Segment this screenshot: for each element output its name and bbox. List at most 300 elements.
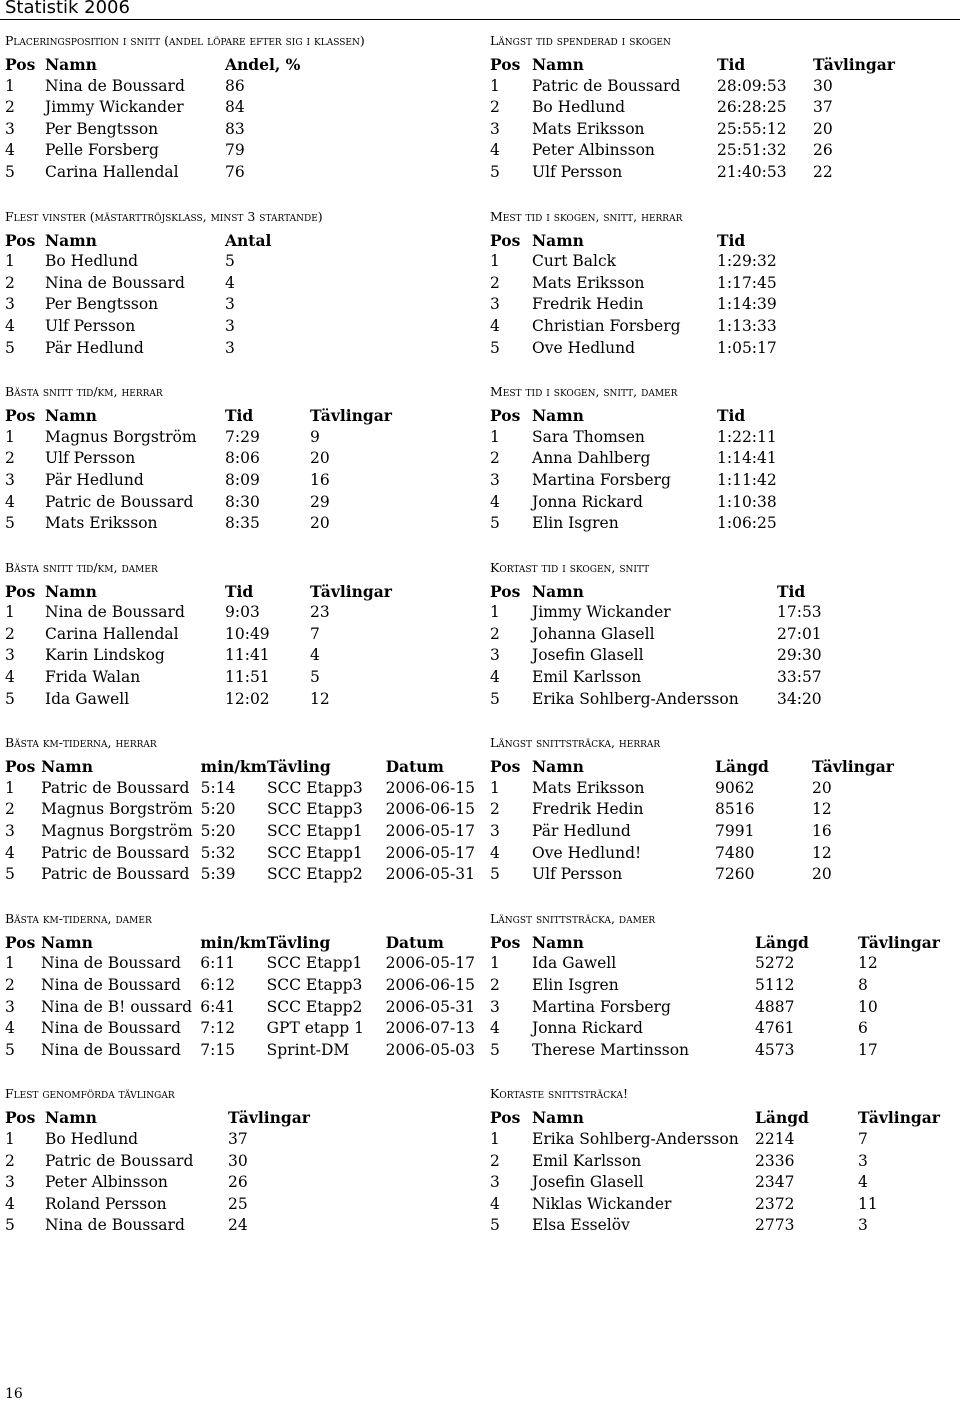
table-cell: 5 [310, 668, 320, 687]
section-title: Längst snittsträcka, herrar [490, 735, 661, 751]
page-title: Statistik 2006 [5, 0, 130, 18]
table-cell: 1:22:11 [717, 427, 777, 446]
column-header: Andel, % [225, 55, 301, 74]
column-header: Tid [225, 581, 254, 601]
column-header: Pos [490, 932, 521, 952]
table-cell: 16 [812, 822, 832, 841]
section-title: Mest tid i skogen, snitt, damer [490, 384, 678, 400]
stats-table [5, 405, 400, 535]
table-row [5, 76, 315, 98]
column-header: Tid [717, 55, 746, 74]
table-cell: 4 [5, 843, 15, 862]
table-cell: 7 [310, 624, 320, 643]
table-cell: 2336 [755, 1151, 795, 1170]
table-cell: Elin Isgren [532, 976, 619, 994]
table-cell: 2006-05-17 [385, 843, 475, 862]
table-cell: 20 [310, 449, 330, 468]
table-cell: 4573 [755, 1040, 795, 1059]
table-cell: 1 [5, 1129, 15, 1148]
table-cell: Magnus Borgström [45, 427, 197, 446]
stats-table [490, 1107, 948, 1237]
table-row [490, 645, 857, 667]
table-cell: 24 [228, 1216, 248, 1235]
table-cell: 4 [5, 1019, 15, 1038]
table-cell: 3 [5, 295, 15, 314]
table-row [5, 338, 315, 360]
column-header: Pos [490, 230, 521, 250]
table-cell: Peter Albinsson [45, 1173, 168, 1192]
table-cell: 7480 [715, 843, 755, 862]
column-header: Tid [225, 406, 254, 426]
stats-table [490, 230, 817, 360]
table-cell: 5 [490, 514, 500, 533]
table-cell: 20 [310, 514, 330, 533]
table-header-row [5, 230, 315, 252]
table-cell: 4 [5, 668, 15, 687]
table-cell: 3 [5, 646, 15, 665]
table-cell: 2006-06-15 [385, 800, 475, 819]
column-header: Antal [225, 230, 272, 250]
table-cell: 5 [5, 1216, 15, 1235]
table-row [5, 140, 315, 162]
table-cell: SCC Etapp1 [267, 843, 363, 862]
table-cell: 3 [490, 1173, 500, 1192]
table-row [5, 513, 400, 535]
section-title: Bästa km-tiderna, damer [5, 910, 152, 926]
table-row [5, 645, 400, 667]
table-cell: 25:55:12 [717, 119, 787, 138]
column-header: Pos [490, 757, 521, 777]
stats-table [5, 932, 475, 1062]
table-cell: 4 [858, 1173, 868, 1192]
table-cell: Ida Gawell [45, 689, 130, 708]
table-row [5, 492, 400, 514]
table-header-row [490, 230, 817, 252]
table-cell: Ulf Persson [532, 865, 623, 884]
table-cell: 5 [5, 689, 15, 708]
table-cell: 2 [5, 624, 15, 643]
column-header: Pos [5, 757, 36, 777]
table-cell: 37 [813, 98, 833, 117]
section-flest-genomf-rda-t-vlingar [5, 1083, 475, 1237]
column-header: Namn [45, 581, 97, 601]
table-cell: 5112 [755, 976, 795, 994]
table-row [490, 76, 895, 98]
table-cell: 30 [813, 76, 833, 95]
table-cell: 7:12 [200, 1019, 236, 1038]
table-cell: Fredrik Hedin [532, 800, 644, 819]
table-cell: 4 [490, 1019, 500, 1038]
table-row [5, 316, 315, 338]
table-header-row [5, 405, 400, 427]
section-placeringsposition-i-snitt-andel-l-pare-efter-sig-i-klassen [5, 30, 475, 184]
stats-table [490, 54, 895, 184]
table-cell: 8516 [715, 800, 755, 819]
table-cell: 9 [310, 427, 320, 446]
table-cell: Jimmy Wickander [45, 98, 184, 117]
column-header: Datum [385, 757, 444, 777]
table-cell: 1 [5, 252, 15, 271]
table-cell: 7:15 [200, 1040, 236, 1059]
table-cell: 5:20 [200, 822, 236, 841]
table-cell: 2 [490, 98, 500, 117]
section-kortaste-snittstr-cka [490, 1083, 955, 1237]
stats-table [490, 756, 902, 886]
table-row [5, 97, 315, 119]
table-row [490, 1129, 948, 1151]
table-cell: Patric de Boussard [41, 843, 190, 862]
table-cell: 1:14:39 [717, 295, 777, 314]
table-cell: 1 [5, 427, 15, 446]
right-column [490, 30, 955, 1259]
table-header-row [490, 581, 857, 603]
stats-table [5, 756, 475, 886]
table-cell: 2347 [755, 1173, 795, 1192]
table-header-row [5, 756, 475, 778]
left-column [5, 30, 475, 1259]
column-header: Namn [41, 757, 93, 777]
table-cell: 2 [490, 624, 500, 643]
table-cell: 5 [490, 1040, 500, 1059]
table-cell: Ida Gawell [532, 954, 617, 973]
table-cell: Ulf Persson [45, 316, 136, 335]
section-title: Kortast tid i skogen, snitt [490, 559, 650, 575]
table-cell: 7991 [715, 822, 755, 841]
section-title: Bästa km-tiderna, herrar [5, 735, 157, 751]
table-cell: Bo Hedlund [532, 98, 626, 117]
table-cell: Carina Hallendal [45, 162, 179, 181]
table-cell: 8:30 [225, 492, 260, 511]
table-cell: Niklas Wickander [532, 1194, 672, 1213]
section-title: Mest tid i skogen, snitt, herrar [490, 208, 683, 224]
table-cell: Nina de Boussard [41, 954, 181, 973]
column-header: Pos [490, 1108, 521, 1128]
column-header: Namn [532, 406, 584, 426]
table-cell: 3 [225, 295, 235, 314]
table-cell: 26 [813, 141, 833, 160]
table-row [490, 953, 948, 975]
table-cell: Patric de Boussard [41, 865, 190, 884]
table-cell: 5 [490, 865, 500, 884]
section-b-sta-km-tiderna-herrar [5, 732, 475, 886]
table-cell: 3 [5, 470, 15, 489]
section-kortast-tid-i-skogen-snitt [490, 557, 955, 711]
table-row [490, 1151, 948, 1173]
page-number: 16 [5, 1386, 23, 1402]
table-cell: 5 [5, 162, 15, 181]
table-row [5, 864, 475, 886]
stats-table [5, 54, 315, 184]
table-cell: SCC Etapp2 [267, 865, 363, 884]
table-cell: 6:41 [200, 997, 236, 1016]
table-cell: Jonna Rickard [532, 492, 643, 511]
table-row [490, 338, 817, 360]
table-cell: 37 [228, 1129, 248, 1148]
table-cell: 28:09:53 [717, 76, 787, 95]
column-header: Längd [715, 757, 769, 777]
table-cell: 1:11:42 [717, 470, 777, 489]
column-header: Tävlingar [310, 406, 392, 426]
table-cell: 17 [858, 1040, 878, 1059]
column-header: Namn [45, 1108, 97, 1128]
table-cell: Magnus Borgström [41, 822, 193, 841]
table-cell: Sara Thomsen [532, 427, 645, 446]
table-cell: 8:06 [225, 449, 260, 468]
table-row [490, 843, 902, 865]
table-row [490, 316, 817, 338]
table-header-row [490, 1107, 948, 1129]
table-cell: 10:49 [225, 624, 270, 643]
table-cell: 1:14:41 [717, 449, 777, 468]
table-row [490, 97, 895, 119]
table-cell: Roland Persson [45, 1194, 167, 1213]
table-cell: 5:14 [200, 778, 236, 797]
table-cell: Patric de Boussard [45, 492, 194, 511]
table-cell: 2006-05-03 [385, 1040, 475, 1059]
table-row [490, 427, 817, 449]
section-mest-tid-i-skogen-snitt-herrar [490, 206, 955, 360]
table-row [490, 624, 857, 646]
table-cell: 2 [5, 449, 15, 468]
table-cell: 1 [5, 603, 15, 622]
table-header-row [490, 54, 895, 76]
table-cell: 1 [490, 252, 500, 271]
column-header: Pos [5, 55, 36, 74]
table-cell: 3 [490, 822, 500, 841]
table-cell: 9:03 [225, 603, 260, 622]
table-cell: Josefin Glasell [532, 1173, 644, 1192]
column-header: Namn [532, 1108, 584, 1128]
table-cell: 5:32 [200, 843, 236, 862]
column-header: Namn [532, 757, 584, 777]
table-cell: Patric de Boussard [45, 1151, 194, 1170]
table-row [490, 492, 817, 514]
table-cell: 2773 [755, 1216, 795, 1235]
table-cell: 12:02 [225, 689, 270, 708]
table-cell: 2006-05-31 [385, 997, 475, 1016]
table-cell: Carina Hallendal [45, 624, 179, 643]
table-cell: 34:20 [777, 689, 822, 708]
table-row [5, 470, 400, 492]
table-cell: 1 [490, 1129, 500, 1148]
table-cell: 8:35 [225, 514, 260, 533]
stats-table [490, 405, 817, 535]
table-cell: 1 [5, 954, 15, 973]
table-cell: 5 [490, 338, 500, 357]
table-cell: Anna Dahlberg [532, 449, 651, 468]
table-row [490, 162, 895, 184]
table-cell: Fredrik Hedin [532, 295, 644, 314]
table-cell: 26:28:25 [717, 98, 787, 117]
table-cell: Frida Walan [45, 668, 141, 687]
section-l-ngst-snittstr-cka-damer [490, 908, 955, 1062]
table-cell: Pär Hedlund [45, 470, 144, 489]
table-cell: 2 [5, 1151, 15, 1170]
table-cell: Mats Eriksson [532, 778, 645, 797]
table-row [5, 1151, 318, 1173]
table-cell: Patric de Boussard [532, 76, 681, 95]
table-cell: 1 [5, 76, 15, 95]
table-cell: 3 [225, 316, 235, 335]
table-cell: 26 [228, 1173, 248, 1192]
table-cell: 4 [490, 1194, 500, 1213]
table-cell: 20 [813, 119, 833, 138]
table-cell: SCC Etapp1 [267, 822, 363, 841]
table-cell: 83 [225, 119, 245, 138]
table-cell: 5 [5, 865, 15, 884]
table-row [5, 294, 315, 316]
section-title: Flest genomförda tävlingar [5, 1086, 175, 1102]
table-cell: Ulf Persson [45, 449, 136, 468]
table-cell: Erika Sohlberg-Andersson [532, 689, 739, 708]
table-cell: Patric de Boussard [41, 778, 190, 797]
table-cell: Nina de Boussard [45, 603, 185, 622]
column-header: Pos [490, 55, 521, 74]
table-cell: 84 [225, 98, 245, 117]
table-cell: 2 [5, 98, 15, 117]
section-title: Bästa snitt tid/km, herrar [5, 384, 163, 400]
table-cell: GPT etapp 1 [266, 1019, 364, 1038]
page-header [0, 0, 960, 20]
table-row [5, 624, 400, 646]
column-header: Tävling [267, 757, 331, 777]
table-cell: 1:17:45 [717, 273, 777, 292]
table-row [5, 1018, 475, 1040]
table-row [5, 119, 315, 141]
column-header: Namn [532, 230, 584, 250]
table-cell: 3 [490, 470, 500, 489]
table-cell: Mats Eriksson [532, 273, 645, 292]
table-cell: Ove Hedlund [532, 338, 636, 357]
table-cell: 6:11 [200, 954, 236, 973]
table-row [490, 821, 902, 843]
table-row [5, 689, 400, 711]
table-row [490, 975, 948, 997]
table-cell: 4887 [755, 997, 795, 1016]
column-header: Datum [385, 932, 444, 952]
table-cell: Curt Balck [532, 252, 617, 271]
column-header: Pos [490, 581, 521, 601]
table-cell: 2 [490, 273, 500, 292]
table-cell: Peter Albinsson [532, 141, 655, 160]
table-cell: 5 [490, 1216, 500, 1235]
table-row [490, 689, 857, 711]
table-header-row [490, 405, 817, 427]
table-cell: 3 [490, 295, 500, 314]
table-cell: 8:09 [225, 470, 260, 489]
table-cell: 79 [225, 141, 245, 160]
table-cell: 2006-05-17 [385, 954, 475, 973]
table-cell: Therese Martinsson [532, 1040, 690, 1059]
table-cell: 5:39 [200, 865, 236, 884]
table-row [490, 864, 902, 886]
table-cell: 2 [490, 800, 500, 819]
table-cell: SCC Etapp2 [266, 997, 363, 1016]
table-row [5, 448, 400, 470]
table-cell: 27:01 [777, 624, 822, 643]
table-row [490, 1194, 948, 1216]
table-header-row [490, 756, 902, 778]
table-row [5, 602, 400, 624]
table-cell: Pär Hedlund [45, 338, 144, 357]
table-row [5, 799, 475, 821]
table-cell: 2006-05-17 [385, 822, 475, 841]
table-row [490, 1215, 948, 1237]
table-cell: 1:06:25 [717, 514, 777, 533]
table-cell: 1 [490, 778, 500, 797]
table-row [5, 1040, 475, 1062]
table-cell: 6 [858, 1019, 868, 1038]
table-cell: 5272 [755, 954, 795, 973]
table-cell: 4 [490, 316, 500, 335]
table-cell: 10 [858, 997, 878, 1016]
column-header: Pos [5, 581, 36, 601]
table-cell: Martina Forsberg [532, 470, 671, 489]
section-title: Placeringsposition i snitt (andel löpare efter sig i klassen) [5, 33, 365, 48]
table-row [490, 799, 902, 821]
table-cell: 29 [310, 492, 330, 511]
section-l-ngst-tid-spenderad-i-skogen [490, 30, 955, 184]
table-cell: Magnus Borgström [41, 800, 193, 819]
table-row [490, 602, 857, 624]
table-cell: 1 [490, 954, 500, 973]
table-cell: 1:05:17 [717, 338, 777, 357]
column-header: Tid [717, 406, 746, 426]
table-cell: Bo Hedlund [45, 252, 139, 271]
table-cell: 21:40:53 [717, 162, 787, 181]
table-cell: 25:51:32 [717, 141, 787, 160]
column-header: Tid [777, 581, 806, 601]
table-cell: Emil Karlsson [532, 1151, 642, 1170]
table-row [490, 140, 895, 162]
table-cell: 33:57 [777, 668, 822, 687]
table-cell: Josefin Glasell [532, 646, 644, 665]
column-header: Längd [755, 1108, 809, 1128]
section-l-ngst-snittstr-cka-herrar [490, 732, 955, 886]
section-b-sta-snitt-tid-km-damer [5, 557, 475, 711]
table-row [5, 162, 315, 184]
table-cell: 12 [812, 800, 832, 819]
column-header: Pos [5, 406, 36, 426]
table-cell: 8 [858, 976, 868, 994]
table-header-row [5, 1107, 318, 1129]
table-cell: 7:29 [225, 427, 260, 446]
table-cell: 2 [490, 1151, 500, 1170]
table-cell: 1 [490, 427, 500, 446]
table-cell: 3 [5, 997, 15, 1016]
table-cell: 4 [5, 141, 15, 160]
table-row [490, 273, 817, 295]
table-cell: 86 [225, 76, 245, 95]
table-cell: Nina de Boussard [45, 76, 185, 95]
table-cell: Nina de Boussard [41, 976, 181, 994]
table-header-row [5, 581, 400, 603]
table-cell: 3 [858, 1216, 868, 1235]
table-cell: 11:51 [225, 668, 270, 687]
table-row [490, 294, 817, 316]
table-cell: Johanna Glasell [532, 624, 655, 643]
table-row [5, 997, 475, 1019]
table-cell: 22 [813, 162, 833, 181]
table-cell: 25 [228, 1194, 248, 1213]
column-header: Tävlingar [812, 757, 894, 777]
table-cell: Elsa Esselöv [532, 1216, 630, 1235]
table-cell: 2 [490, 976, 500, 994]
table-row [5, 251, 315, 273]
table-cell: 5:20 [200, 800, 236, 819]
table-cell: 11:41 [225, 646, 270, 665]
table-cell: SCC Etapp3 [267, 800, 363, 819]
